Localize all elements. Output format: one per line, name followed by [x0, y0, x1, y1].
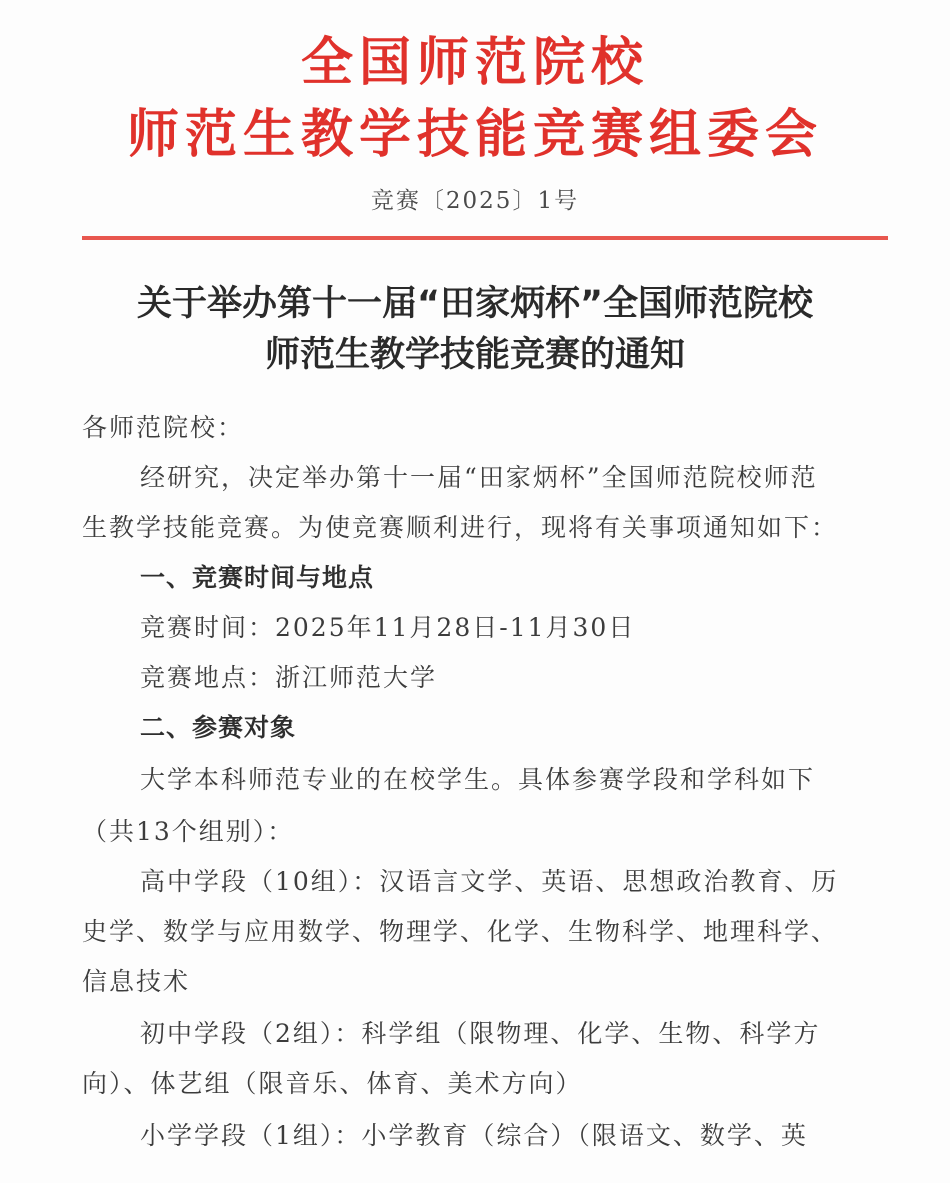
- salutation: 各师范院校：: [82, 413, 245, 442]
- intro-paragraph-line-2: 生教学技能竞赛。为使竞赛顺利进行，现将有关事项通知如下：: [82, 513, 839, 542]
- target-paragraph-line-2: （共13个组别）：: [82, 817, 295, 846]
- senior-stage-line-2: 史学、数学与应用数学、物理学、化学、生物科学、地理科学、: [82, 917, 839, 946]
- primary-stage-line-1: 小学学段（1组）：小学教育（综合）（限语文、数学、英: [140, 1121, 808, 1150]
- section-2-heading: 二、参赛对象: [140, 713, 297, 742]
- intro-paragraph-line-1: 经研究，决定举办第十一届“田家炳杯”全国师范院校师范: [140, 463, 818, 492]
- document-number: 竞赛〔2025〕1号: [370, 188, 580, 214]
- red-divider-rule: [82, 236, 888, 240]
- senior-stage-line-1: 高中学段（10组）：汉语言文学、英语、思想政治教育、历: [140, 867, 839, 896]
- target-paragraph-line-1: 大学本科师范专业的在校学生。具体参赛学段和学科如下: [140, 765, 816, 794]
- competition-time: 竞赛时间：2025年11月28日-11月30日: [140, 613, 636, 642]
- junior-stage-line-1: 初中学段（2组）：科学组（限物理、化学、生物、科学方: [140, 1019, 821, 1048]
- issuing-org-line-2: 师范生教学技能竞赛组委会: [126, 105, 823, 165]
- issuing-org-line-1: 全国师范院校: [300, 33, 649, 93]
- senior-stage-line-3: 信息技术: [82, 967, 191, 996]
- notice-title-line-2: 师范生教学技能竞赛的通知: [264, 335, 685, 375]
- competition-place: 竞赛地点：浙江师范大学: [140, 663, 438, 692]
- section-1-heading: 一、竞赛时间与地点: [140, 563, 375, 592]
- junior-stage-line-2: 向）、体艺组（限音乐、体育、美术方向）: [82, 1069, 583, 1098]
- notice-title-line-1: 关于举办第十一届“田家炳杯”全国师范院校: [136, 284, 813, 324]
